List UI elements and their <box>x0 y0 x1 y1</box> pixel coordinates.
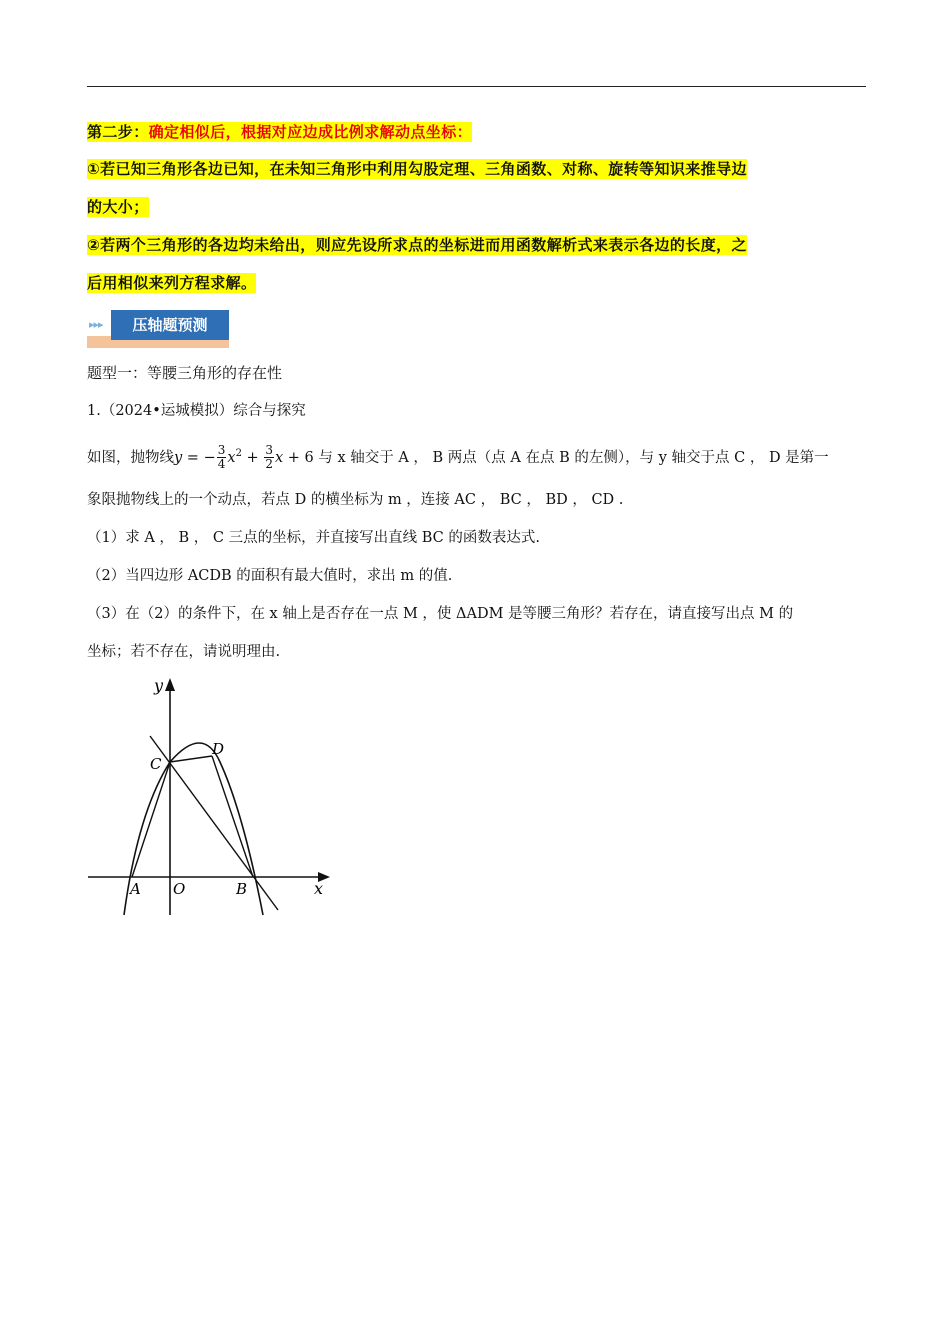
point-b-label: B <box>236 880 248 898</box>
section-title: 题型一：等腰三角形的存在性 <box>87 364 283 382</box>
problem-line2: 象限抛物线上的一个动点，若点 D 的横坐标为 m ，连接 AC ， BC ， BD ， CD . <box>87 492 624 508</box>
point2-text-2: 后用相似来列方程求解。 <box>87 274 257 292</box>
eq-x-squared: x <box>227 449 236 466</box>
intro-rest: 与 x 轴交于 A ， B 两点（点 A 在点 B 的左侧），与 y 轴交于点 C ， D 是第一 <box>313 449 829 466</box>
eq-y: y <box>174 449 183 466</box>
origin-label: O <box>173 880 186 898</box>
point2-text-1: ②若两个三角形的各边均未给出，则应先设所求点的坐标进而用函数解析式来表示各边的长度，之 <box>87 236 747 254</box>
header-rule <box>87 86 866 87</box>
problem-intro <box>87 436 829 472</box>
question-3-line1: （3）在（2）的条件下，在 x 轴上是否存在一点 M ，使 ΔADM 是等腰三角形？若存在，请直接写出点 M 的 <box>87 606 794 622</box>
point2-line1 <box>87 234 747 256</box>
eq-x: x <box>274 449 284 466</box>
eq-exponent: 2 <box>235 448 242 459</box>
question-2: （2）当四边形 ACDB 的面积有最大值时，求出 m 的值. <box>87 568 453 584</box>
point-c-label: C <box>150 755 162 773</box>
point1-text-2: 的大小； <box>87 198 149 216</box>
y-axis-arrow-icon <box>165 678 175 691</box>
point-a-label: A <box>130 880 141 898</box>
eq-plus: + <box>241 449 264 466</box>
banner-label: 压轴题预测 <box>132 316 208 334</box>
eq-tail: + 6 <box>283 449 314 466</box>
frac1-num: 3 <box>217 443 226 458</box>
question-1: （1）求 A ， B ， C 三点的坐标，并直接写出直线 BC 的函数表达式. <box>87 530 540 546</box>
y-axis-label: y <box>154 676 164 695</box>
step-title: 确定相似后，根据对应边成比例求解动点坐标： <box>148 123 473 141</box>
problem-header: 1.（2024•运城模拟）综合与探究 <box>87 403 306 419</box>
step-label: 第二步： <box>87 123 149 141</box>
frac1-den: 4 <box>217 457 226 472</box>
point1-text-1: ①若已知三角形各边已知，在未知三角形中利用勾股定理、三角函数、对称、旋转等知识来推导边 <box>87 160 747 178</box>
fraction-3-2 <box>264 444 274 471</box>
eq-equals: = − <box>182 449 216 466</box>
point-d-label: D <box>212 740 225 758</box>
point1-line2 <box>87 196 149 218</box>
point1-line1 <box>87 158 747 180</box>
step-heading <box>87 121 472 143</box>
segment-db <box>212 756 253 877</box>
intro-prefix: 如图，抛物线 <box>87 449 174 466</box>
point2-line2 <box>87 272 256 294</box>
question-3-line2: 坐标；若不存在，请说明理由. <box>87 644 281 660</box>
section-banner <box>87 310 229 348</box>
segment-cd <box>170 756 212 762</box>
banner-box <box>111 310 229 340</box>
segment-ac <box>132 762 170 877</box>
banner-arrows-icon: ▸▸▸ <box>89 318 103 331</box>
x-axis-label: x <box>314 879 324 898</box>
fraction-3-4 <box>217 444 227 471</box>
frac2-den: 2 <box>265 457 273 472</box>
parabola-figure <box>78 672 338 922</box>
frac2-num: 3 <box>265 443 273 458</box>
